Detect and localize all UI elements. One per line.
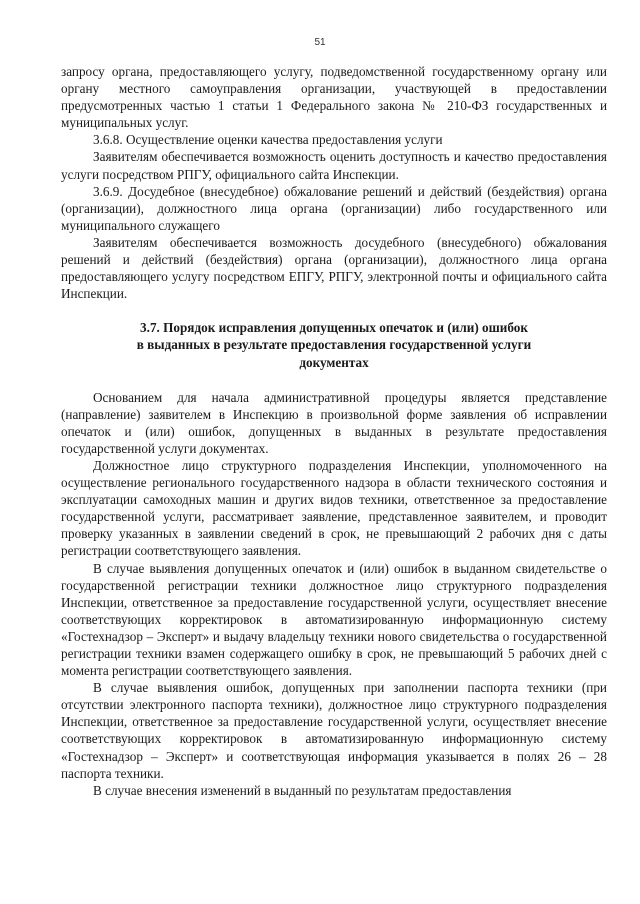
paragraph: Заявителям обеспечивается возможность оценить доступность и качество предоставления услуги посредством РПГУ, официального сайта Инспекции. <box>61 149 607 182</box>
paragraph: В случае внесения изменений в выданный по результатам предоставления <box>93 782 512 798</box>
section-heading-line: документах <box>299 354 369 370</box>
paragraph: Должностное лицо структурного подразделения Инспекции, уполномоченного на осуществление регионального государственного надзора в области технического состояния и эксплуатации самоходных машин и других видов техники, ответственное за предоставление государственной услуги, рассматривает заявление, представленное заявителем, и проводит проверку указанных в заявлении сведений в срок, не превышающий 2 рабочих дня с даты регистрации соответствующего заявления. <box>61 457 607 559</box>
page-number: 51 <box>314 37 326 48</box>
paragraphs-after-heading <box>61 389 607 799</box>
paragraph: 3.6.8. Осуществление оценки качества предоставления услуги <box>93 132 443 148</box>
paragraph: 3.6.9. Досудебное (внесудебное) обжалование решений и действий (бездействия) органа (организации), должностного лица органа (организации) либо государственного или муниципального служащего <box>61 183 607 233</box>
paragraph: В случае выявления ошибок, допущенных при заполнении паспорта техники (при отсутствии электронного паспорта техники), должностное лицо структурного подразделения Инспекции, ответственное за предоставление государственной услуги, осуществляет внесение соответствующих корректировок в автоматизированную информационную систему «Гостехнадзор – Эксперт» и соответствующая информация указывается в полях 26 – 28 паспорта техники. <box>61 680 607 781</box>
paragraph: запросу органа, предоставляющего услугу, подведомственной государственному органу или органу местного самоуправления организации, участвующей в предоставлении предусмотренных частью 1 статьи 1 Федерального закона № 210-ФЗ государственных и муниципальных услуг. <box>61 64 607 131</box>
section-heading-line: 3.7. Порядок исправления допущенных опечаток и (или) ошибок <box>140 320 528 336</box>
section-heading <box>61 319 607 370</box>
paragraph: Основанием для начала административной процедуры является представление (направление) заявителем в Инспекцию в произвольной форме заявления об исправлении опечаток и (или) ошибок, допущенных в выданных в результате предоставления государственной услуги документах. <box>61 389 607 456</box>
section-heading-line: в выданных в результате предоставления государственной услуги <box>136 337 532 353</box>
paragraph: Заявителям обеспечивается возможность досудебного (внесудебного) обжалования решений и действий (бездействия) органа (организации), должностного лица органа предоставляющего услугу посредством ЕПГУ, РПГУ, электронной почты и официального сайта Инспекции. <box>61 234 607 302</box>
paragraph: В случае выявления допущенных опечаток и (или) ошибок в выданном свидетельстве о государственной регистрации техники должностное лицо структурного подразделения Инспекции, ответственное за предоставление государственной услуги, осуществляет внесение соответствующих корректировок в автоматизированную информационную систему «Гостехнадзор – Эксперт» и выдачу владельцу техники нового свидетельства о государственной регистрации техники взамен содержащего ошибку в срок, не превышающий 5 рабочих дней с момента регистрации соответствующего заявления. <box>61 560 607 679</box>
paragraphs-before-heading <box>61 63 607 302</box>
document-body <box>61 63 607 799</box>
